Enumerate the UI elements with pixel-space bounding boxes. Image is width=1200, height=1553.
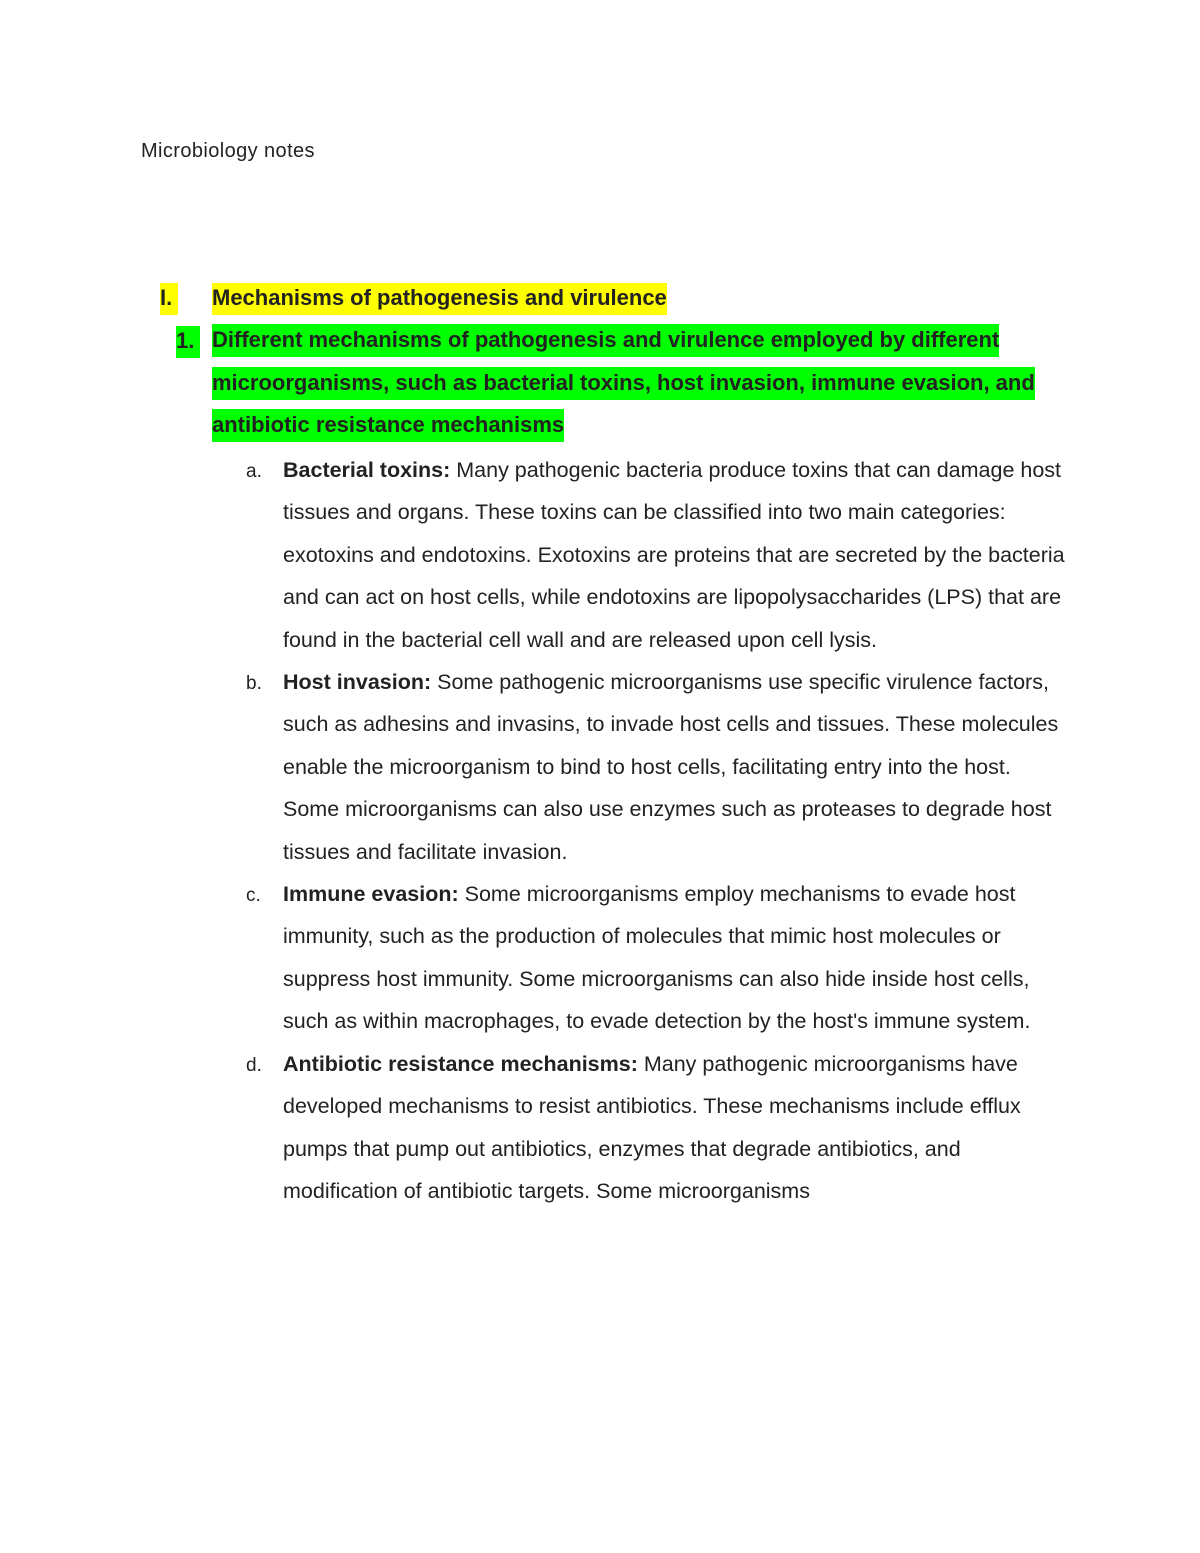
list-item: [246, 449, 1066, 661]
list-item-letter: c.: [246, 885, 261, 907]
lettered-list: [246, 449, 1066, 1212]
list-item-text: Some pathogenic microorganisms use specific virulence factors, such as adhesins and invasins, to invade host cells and tissues. These molecules enable the microorganism to bind to host cells, facilitating entry into the host. Some microorganisms can also use enzymes such as proteases to degrade host tissues and facilitate invasion.: [283, 670, 1059, 864]
section-numeral: I.: [160, 283, 178, 315]
list-item: [246, 1043, 1066, 1213]
numbered-item-number: 1.: [176, 326, 200, 358]
list-item-term: Immune evasion:: [283, 882, 459, 907]
numbered-item-text-block: [212, 319, 1052, 447]
list-item-term: Antibiotic resistance mechanisms:: [283, 1051, 638, 1076]
section-heading-text: Mechanisms of pathogenesis and virulence: [212, 283, 667, 315]
list-item-term: Host invasion:: [283, 670, 432, 695]
list-item-letter: d.: [246, 1054, 262, 1076]
list-item-term: Bacterial toxins:: [283, 458, 451, 482]
list-item: [246, 873, 1066, 1043]
list-item: [246, 661, 1066, 873]
list-item-text: Many pathogenic bacteria produce toxins that can damage host tissues and organs. These toxins can be classified into two main categories: exotoxins and endotoxins. Exotoxins are proteins that are secreted by the bacteria and can act on host cells, while endotoxins are lipopolysaccharides (LPS) that are found in the bacterial cell wall and are released upon cell lysis.: [283, 458, 1065, 652]
numbered-item-text: Different mechanisms of pathogenesis and virulence employed by different microorganisms, such as bacterial toxins, host invasion, immune evasion, and antibiotic resistance mechanisms: [212, 324, 1035, 442]
list-item-text: Some microorganisms employ mechanisms to evade host immunity, such as the production of molecules that mimic host molecules or suppress host immunity. Some microorganisms can also hide inside host cells, such as within macrophages, to evade detection by the host's immune system.: [283, 882, 1031, 1034]
list-item-text: Many pathogenic microorganisms have developed mechanisms to resist antibiotics. These mechanisms include efflux pumps that pump out antibiotics, enzymes that degrade antibiotics, and modification of antibiotic targets. Some microorganisms: [283, 1051, 1021, 1203]
page-title: Microbiology notes: [141, 140, 315, 162]
list-item-letter: a.: [246, 461, 262, 482]
list-item-letter: b.: [246, 673, 262, 695]
